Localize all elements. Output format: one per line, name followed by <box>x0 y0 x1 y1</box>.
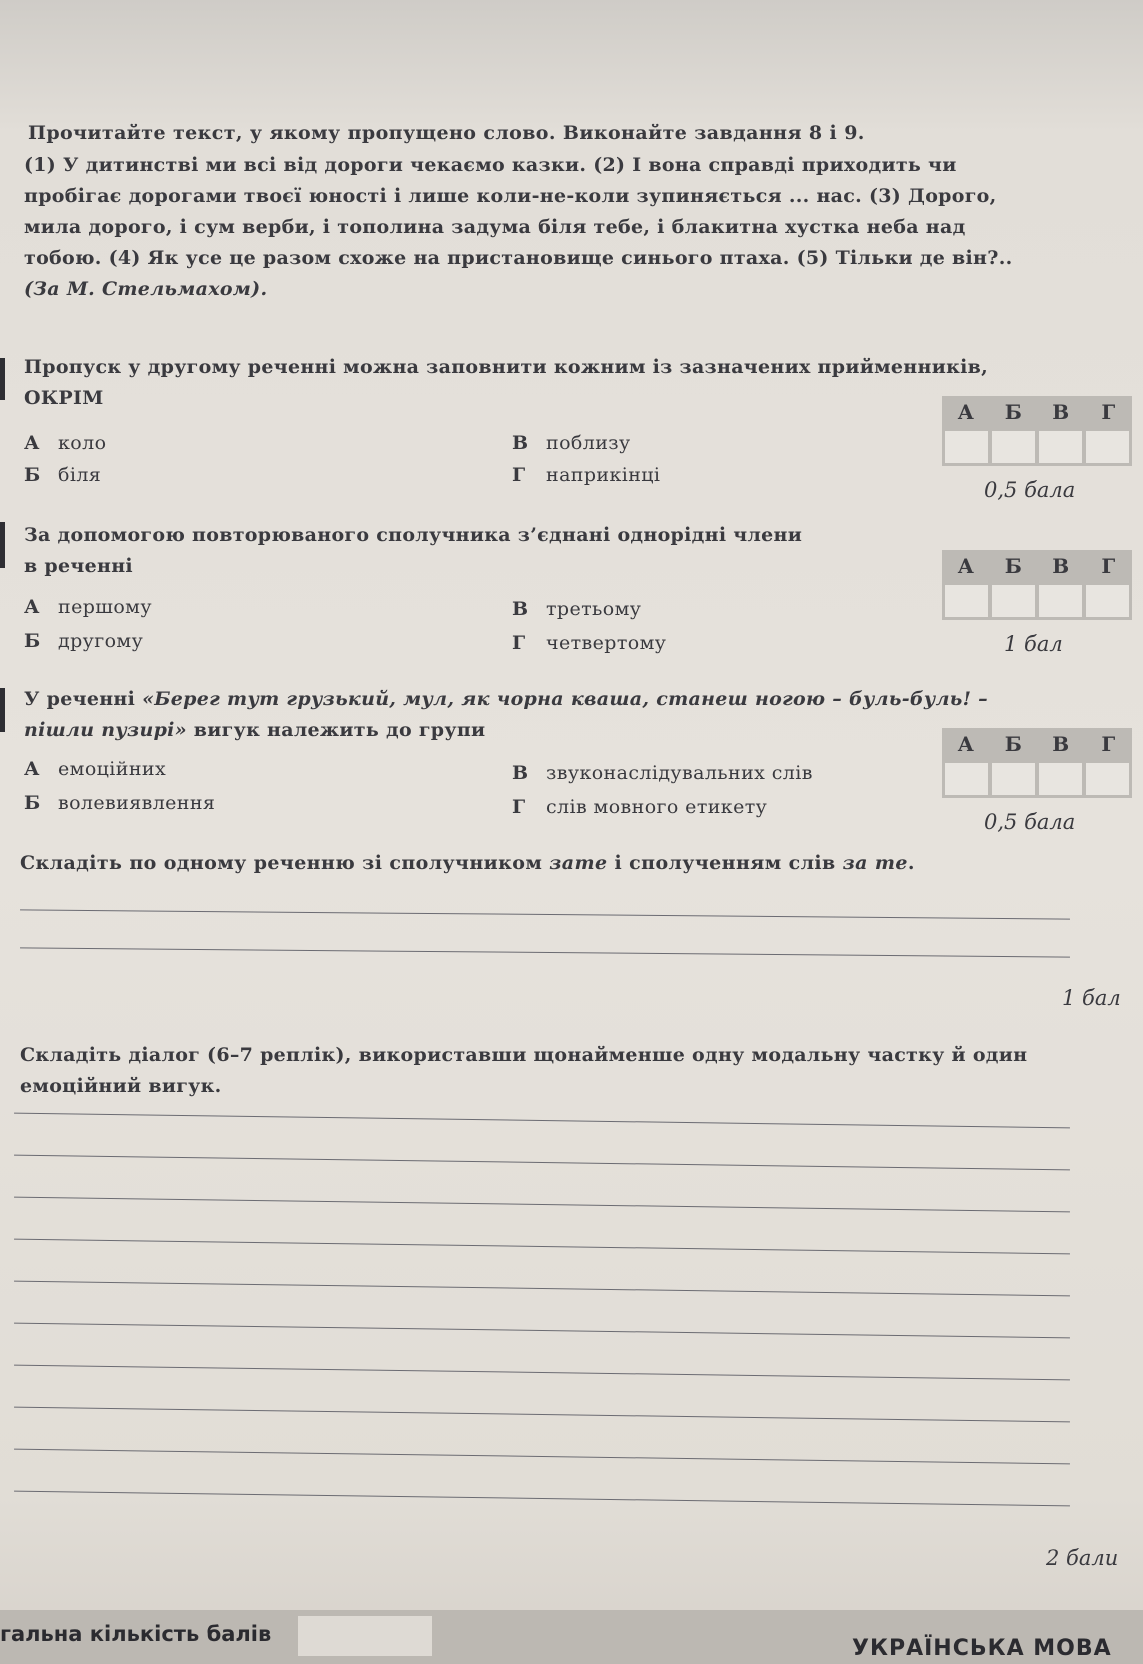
answer-header-cell: А <box>957 732 974 756</box>
option-text: четвертому <box>546 632 667 654</box>
passage-source: (За М. Стельмахом). <box>24 278 268 300</box>
task10-option-v <box>512 762 813 784</box>
answer-line[interactable] <box>14 1281 1070 1297</box>
task9-answer-grid <box>942 550 1132 620</box>
answer-cell[interactable] <box>1086 763 1129 795</box>
option-letter: Г <box>512 632 526 654</box>
task10-option-a <box>24 758 166 780</box>
task-marker <box>0 688 5 732</box>
answer-header-cell: В <box>1052 554 1070 578</box>
total-score-label: гальна кількість балів <box>0 1622 272 1646</box>
answer-cell[interactable] <box>1039 585 1082 617</box>
option-text: волевиявлення <box>58 792 216 814</box>
option-letter: А <box>24 758 40 780</box>
passage-line: тобою. (4) Як усе це разом схоже на пристановище синього птаха. (5) Тільки де він?.. <box>24 247 1013 269</box>
passage-line: (1) У дитинстві ми всі від дороги чекаємо казки. (2) І вона справді приходить чи <box>24 154 957 176</box>
answer-cell[interactable] <box>945 585 988 617</box>
task12-points: 2 бали <box>1046 1546 1119 1570</box>
answer-line[interactable] <box>14 1323 1070 1339</box>
option-letter: В <box>512 432 529 454</box>
answer-header-cell: В <box>1052 732 1070 756</box>
question-text: і сполученням слів <box>607 852 843 874</box>
answer-line[interactable] <box>14 1449 1070 1465</box>
option-letter: В <box>512 762 529 784</box>
answer-cell[interactable] <box>992 763 1035 795</box>
answer-cell[interactable] <box>945 431 988 463</box>
answer-header-cell: А <box>957 400 974 424</box>
option-letter: Б <box>24 792 41 814</box>
option-letter: Г <box>512 796 526 818</box>
option-text: поблизу <box>546 432 631 454</box>
option-letter: Б <box>24 464 41 486</box>
answer-line[interactable] <box>14 1197 1070 1213</box>
question-line: За допомогою повторюваного сполучника з’єднані однорідні члени <box>24 524 803 546</box>
task8-points: 0,5 бала <box>984 478 1076 502</box>
option-text: другому <box>58 630 144 652</box>
answer-cell[interactable] <box>992 431 1035 463</box>
question-line: Складіть діалог (6–7 реплік), використавши щонайменше одну модальну частку й один <box>20 1044 1028 1066</box>
page-footer <box>0 1610 1143 1664</box>
question-line: в реченні <box>24 555 133 577</box>
option-letter: А <box>24 596 40 618</box>
passage-line: пробігає дорогами твоєї юності і лише коли-не-коли зупиняється ... нас. (3) Дорого, <box>24 185 997 207</box>
subject-title: УКРАЇНСЬКА МОВА <box>852 1636 1112 1661</box>
answer-header-cell: Г <box>1101 554 1116 578</box>
answer-line[interactable] <box>20 947 1070 957</box>
option-text: слів мовного етикету <box>546 796 768 818</box>
option-text: звуконаслідувальних слів <box>546 762 813 784</box>
keyword: зате <box>549 852 608 874</box>
task11-question <box>20 852 915 874</box>
total-score-box[interactable] <box>298 1616 432 1656</box>
reading-passage <box>24 150 1134 305</box>
answer-cell[interactable] <box>945 763 988 795</box>
option-text: біля <box>58 464 102 486</box>
answer-line[interactable] <box>14 1365 1070 1381</box>
option-text: першому <box>58 596 152 618</box>
task12-question <box>20 1040 1140 1102</box>
answer-cell[interactable] <box>1086 585 1129 617</box>
answer-header-cell: Г <box>1101 400 1116 424</box>
passage-line: мила дорого, і сум верби, і тополина задума біля тебе, і блакитна хустка неба над <box>24 216 966 238</box>
task9-option-v <box>512 598 641 620</box>
answer-header-cell: Б <box>1004 732 1022 756</box>
task8-option-v <box>512 432 631 454</box>
answer-line[interactable] <box>14 1155 1070 1171</box>
quoted-sentence: «Берег тут грузький, мул, як чорна кваша, станеш ногою – буль-буль! – <box>142 688 988 710</box>
task9-points: 1 бал <box>1004 632 1063 656</box>
question-text: Складіть по одному реченню зі сполучником <box>20 852 550 874</box>
answer-line[interactable] <box>14 1239 1070 1255</box>
reading-instruction: Прочитайте текст, у якому пропущено слово. Виконайте завдання 8 і 9. <box>28 122 865 144</box>
answer-header-cell: Б <box>1004 400 1022 424</box>
answer-line[interactable] <box>14 1113 1070 1129</box>
answer-header-cell: А <box>957 554 974 578</box>
task8-answer-grid <box>942 396 1132 466</box>
task9-option-a <box>24 596 152 618</box>
keyword: за те <box>842 852 908 874</box>
task-marker <box>0 522 5 568</box>
answer-line[interactable] <box>14 1407 1070 1423</box>
answer-header-cell: Б <box>1004 554 1022 578</box>
option-text: коло <box>58 432 107 454</box>
task8-option-b <box>24 464 101 486</box>
answer-line[interactable] <box>20 909 1070 919</box>
option-letter: В <box>512 598 529 620</box>
option-text: наприкінці <box>546 464 661 486</box>
task10-option-b <box>24 792 215 814</box>
question-line <box>24 684 1134 715</box>
task10-answer-grid <box>942 728 1132 798</box>
option-text: третьому <box>546 598 642 620</box>
question-text: У реченні <box>24 688 143 710</box>
task9-question <box>24 520 904 582</box>
task8-option-a <box>24 432 106 454</box>
answer-cell[interactable] <box>1086 431 1129 463</box>
task9-option-g <box>512 632 666 654</box>
option-letter: А <box>24 432 40 454</box>
answer-cell[interactable] <box>1039 763 1082 795</box>
task11-points: 1 бал <box>1062 986 1121 1010</box>
answer-cell[interactable] <box>1039 431 1082 463</box>
question-line: емоційний вигук. <box>20 1075 222 1097</box>
task9-option-b <box>24 630 143 652</box>
quoted-sentence: пішли пузирі» <box>24 719 187 741</box>
option-text: емоційних <box>58 758 167 780</box>
question-line: ОКРІМ <box>24 387 104 409</box>
option-letter: Г <box>512 464 526 486</box>
question-text: вигук належить до групи <box>186 719 486 741</box>
task10-points: 0,5 бала <box>984 810 1076 834</box>
answer-header-cell: В <box>1052 400 1070 424</box>
answer-header-cell: Г <box>1101 732 1116 756</box>
task10-option-g <box>512 796 767 818</box>
answer-cell[interactable] <box>992 585 1035 617</box>
question-text: . <box>907 852 915 874</box>
task-marker <box>0 358 5 400</box>
question-line: Пропуск у другому реченні можна заповнити кожним із зазначених прийменників, <box>24 356 989 378</box>
answer-line[interactable] <box>14 1491 1070 1507</box>
option-letter: Б <box>24 630 41 652</box>
task8-option-g <box>512 464 660 486</box>
